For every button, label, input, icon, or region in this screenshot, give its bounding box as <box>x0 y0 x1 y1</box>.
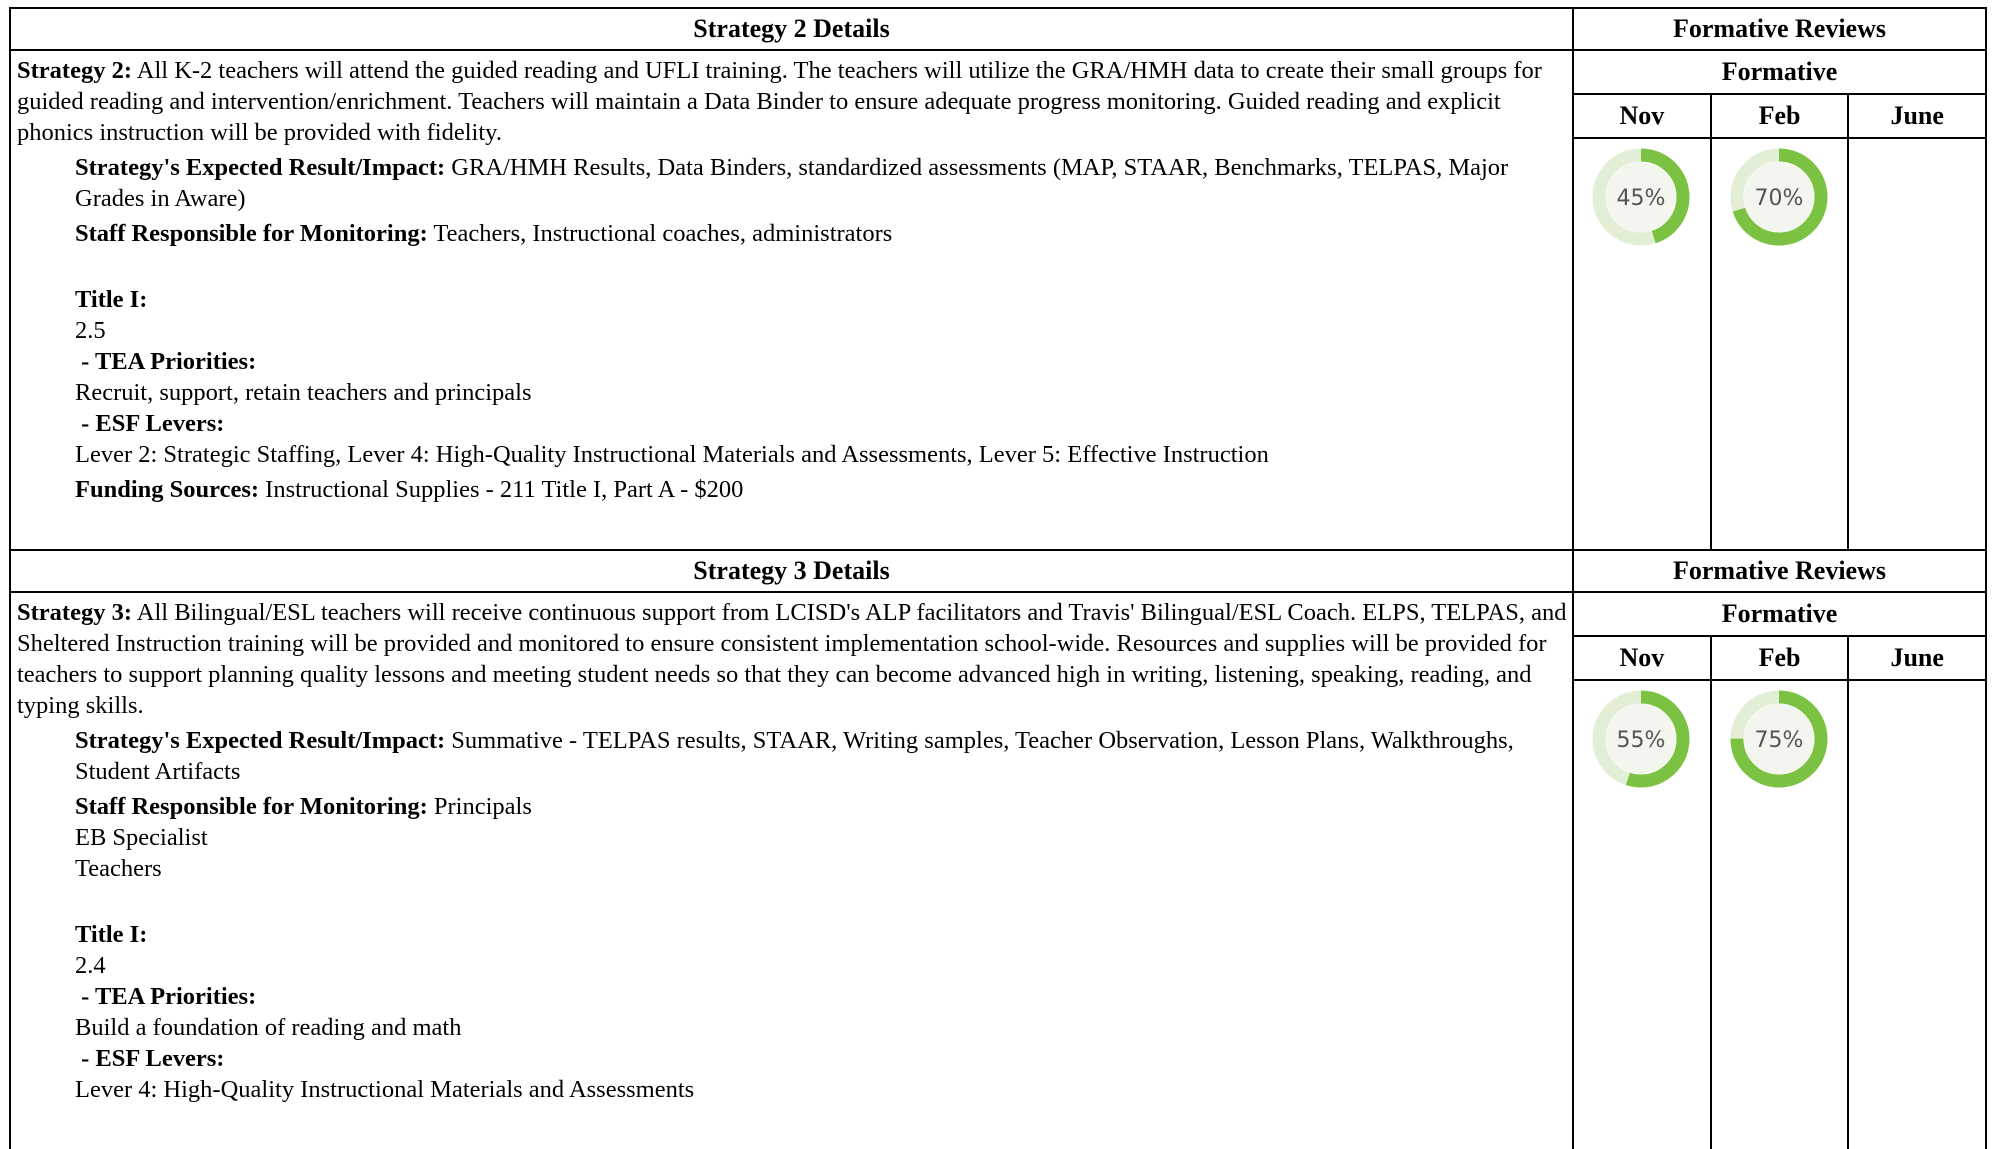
strategy-description <box>17 597 1572 721</box>
strategy-2-block <box>9 7 1987 551</box>
staff-responsible <box>75 218 1572 249</box>
title-i-label: Title I: <box>75 921 148 948</box>
staff-responsible-label: Staff Responsible for Monitoring: <box>75 793 428 820</box>
month-june: June <box>1890 101 1944 130</box>
title-i-value: 2.4 <box>75 952 106 979</box>
strategy-text: All K-2 teachers will attend the guided reading and UFLI training. The teachers will utilize the GRA/HMH data to create their small groups for guided reading and intervention/enrichment. Teachers will maintain a Data Binder to ensure adequate progress monitoring. Guided reading and explicit phonics instruction will be provided with fidelity. <box>17 57 1542 146</box>
review-months-row <box>1574 95 1985 139</box>
staff-responsible-label: Staff Responsible for Monitoring: <box>75 220 428 247</box>
expected-result-label: Strategy's Expected Result/Impact: <box>75 154 446 181</box>
expected-result <box>75 152 1572 214</box>
esf-levers-value: Lever 2: Strategic Staffing, Lever 4: High-Quality Instructional Materials and Assessments, Lever 5: Effective Instruction <box>75 441 1269 468</box>
review-cells <box>1574 139 1985 549</box>
progress-ring-nov <box>1591 689 1691 789</box>
strategy-details-header: Strategy 3 Details <box>11 551 1572 593</box>
strategy-3-block <box>9 549 1987 1149</box>
staff-responsible-text: Teachers, Instructional coaches, administrators <box>427 220 893 247</box>
tea-priorities-value: Recruit, support, retain teachers and principals <box>75 379 532 406</box>
title-i-value: 2.5 <box>75 317 106 344</box>
strategy-details-column <box>11 551 1574 1149</box>
formative-reviews-column <box>1574 9 1985 549</box>
tea-priorities-label: - TEA Priorities: <box>75 983 257 1010</box>
funding-sources <box>75 474 1572 505</box>
ring-percent-label: 75% <box>1754 728 1804 753</box>
formative-reviews-column <box>1574 551 1985 1149</box>
progress-ring-nov <box>1591 147 1691 247</box>
review-cell-nov <box>1574 139 1712 549</box>
progress-ring-feb <box>1729 689 1829 789</box>
funding-sources-text: Instructional Supplies - 211 Title I, Part A - $200 <box>259 476 744 503</box>
review-cell-june <box>1849 139 1985 549</box>
esf-levers-label: - ESF Levers: <box>75 1045 225 1072</box>
staff-responsible-extra: Teachers <box>75 855 162 882</box>
tea-priorities-label: - TEA Priorities: <box>75 348 257 375</box>
strategy-details-column <box>11 9 1574 549</box>
formative-reviews-header: Formative Reviews <box>1574 551 1985 593</box>
review-cell-feb <box>1712 681 1850 1149</box>
review-cell-june <box>1849 681 1985 1149</box>
review-cells <box>1574 681 1985 1149</box>
strategy-details-content <box>11 51 1572 505</box>
strategy-details-header: Strategy 2 Details <box>11 9 1572 51</box>
staff-responsible-text: Principals <box>427 793 532 820</box>
staff-responsible-extra: EB Specialist <box>75 824 208 851</box>
month-nov: Nov <box>1574 637 1712 679</box>
strategy-label: Strategy 2: <box>17 57 132 84</box>
ring-percent-label: 55% <box>1616 728 1666 753</box>
esf-levers-label: - ESF Levers: <box>75 410 225 437</box>
strategy-details-content <box>11 593 1572 1105</box>
formative-label: Formative <box>1574 593 1985 637</box>
funding-sources-label: Funding Sources: <box>75 476 260 503</box>
staff-responsible <box>75 791 1572 822</box>
ring-percent-label: 70% <box>1754 186 1804 211</box>
review-months-row <box>1574 637 1985 681</box>
tea-priorities-value: Build a foundation of reading and math <box>75 1014 462 1041</box>
review-cell-nov <box>1574 681 1712 1149</box>
progress-ring-feb <box>1729 147 1829 247</box>
month-nov: Nov <box>1574 95 1712 137</box>
month-feb: Feb <box>1712 637 1850 679</box>
expected-result-label: Strategy's Expected Result/Impact: <box>75 727 446 754</box>
strategy-text: All Bilingual/ESL teachers will receive continuous support from LCISD's ALP facilitators and Travis' Bilingual/ESL Coach. ELPS, TELPAS, and Sheltered Instruction training will be provided and monitored to ensure consistent implementation school-wide. Resources and supplies will be provided for teachers to support planning quality lessons and meeting student needs so that they can become advanced high in writing, listening, speaking, reading, and typing skills. <box>17 599 1567 719</box>
strategy-description <box>17 55 1572 148</box>
month-june: June <box>1890 643 1944 672</box>
expected-result-text: Summative - TELPAS results, STAAR, Writing samples, Teacher Observation, Lesson Plans, Walkthroughs, Student Artifacts <box>75 727 1514 785</box>
title-i-label: Title I: <box>75 286 148 313</box>
expected-result <box>75 725 1572 787</box>
formative-reviews-header: Formative Reviews <box>1574 9 1985 51</box>
ring-percent-label: 45% <box>1616 186 1666 211</box>
expected-result-text: GRA/HMH Results, Data Binders, standardized assessments (MAP, STAAR, Benchmarks, TELPAS, Major Grades in Aware) <box>75 154 1509 212</box>
strategy-label: Strategy 3: <box>17 599 132 626</box>
formative-label: Formative <box>1574 51 1985 95</box>
esf-levers-value: Lever 4: High-Quality Instructional Materials and Assessments <box>75 1076 695 1103</box>
month-feb: Feb <box>1712 95 1850 137</box>
review-cell-feb <box>1712 139 1850 549</box>
